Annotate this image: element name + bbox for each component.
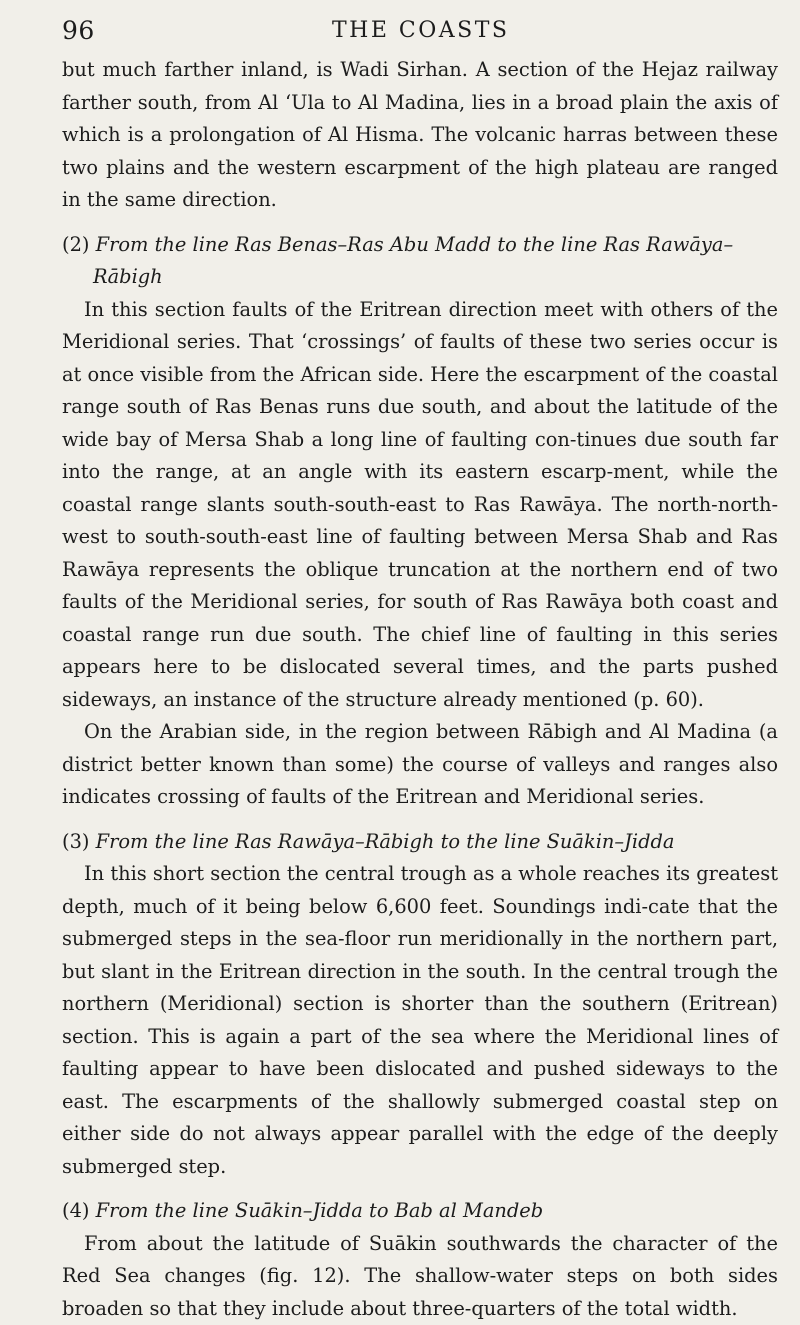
section-number: (3) [62,830,89,853]
paragraph: From about the latitude of Suākin southwards the character of the Red Sea changes (fig. 12). The shallow-water steps on both sides broaden so that they include about three-quarters of the total width. [62,1228,778,1325]
paragraph-continuation: but much farther inland, is Wadi Sirhan. A section of the Hejaz railway farther south, from Al ‘Ula to Al Madina, lies in a broad plain the axis of which is a prolongation of Al Hisma. The volcanic harras between these two plains and the western escarpment of the high plateau are ranged in the same direction. [62,54,778,217]
section-number: (2) [62,233,89,256]
paragraph: In this section faults of the Eritrean direction meet with others of the Meridional series. That ‘crossings’ of faults of these two series occur is at once visible from the African side. Here the escarpment of the coastal range south of Ras Benas runs due south, and about the latitude of the wide bay of Mersa Shab a long line of faulting con-tinues due south far into the range, at an angle with its eastern escarp-ment, while the coastal range slants south-south-east to Ras Rawāya. The north-north-west to south-south-east line of faulting between Mersa Shab and Ras Rawāya represents the oblique truncation at the northern end of two faults of the Meridional series, for south of Ras Rawāya both coast and coastal range run due south. The chief line of faulting in this series appears here to be dislocated several times, and the parts pushed sideways, an instance of the structure already mentioned (p. 60). [62,294,778,717]
section-title: From the line Ras Rawāya–Rābigh to the line Suākin–Jidda [96,830,675,853]
paragraph: On the Arabian side, in the region between Rābigh and Al Madina (a district better known than some) the course of valleys and ranges also indicates crossing of faults of the Eritrean and Meridional series. [62,716,778,814]
page-number: 96 [62,16,95,45]
section-heading-2 [62,229,778,294]
running-title: THE COASTS [332,18,510,43]
section-number: (4) [62,1199,89,1222]
section-title: From the line Ras Benas–Ras Abu Madd to the line Ras Rawāya–Rābigh [93,233,733,289]
running-head [62,8,778,52]
section-heading-3 [62,826,778,859]
section-title: From the line Suākin–Jidda to Bab al Mandeb [96,1199,544,1222]
section-heading-4 [62,1195,778,1228]
paragraph: In this short section the central trough as a whole reaches its greatest depth, much of it being below 6,600 feet. Soundings indi-cate that the submerged steps in the sea-floor run meridionally in the northern part, but slant in the Eritrean direction in the south. In the central trough the northern (Meridional) section is shorter than the southern (Eritrean) section. This is again a part of the sea where the Meridional lines of faulting appear to have been dislocated and pushed sideways to the east. The escarpments of the shallowly submerged coastal step on either side do not always appear parallel with the edge of the deeply submerged step. [62,858,778,1183]
